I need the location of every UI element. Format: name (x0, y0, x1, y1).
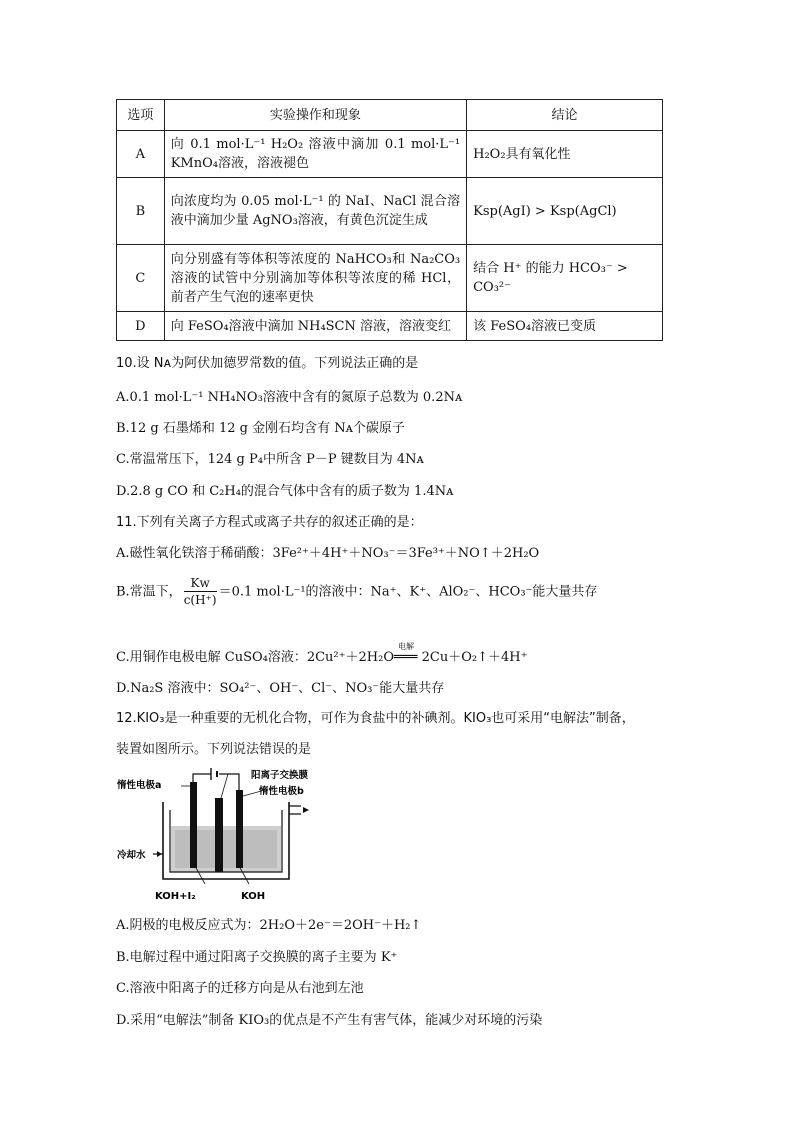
fraction-numerator: Kw (184, 576, 217, 592)
fraction-denominator: c(H⁺) (183, 593, 217, 607)
row-experiment: 向 FeSO₄溶液中滴加 NH₄SCN 溶液，溶液变红 (164, 312, 466, 341)
outlet-pipe (289, 806, 301, 814)
label-electrode-b: 惰性电极b (259, 786, 304, 797)
label-membrane: 阳离子交换膜 (251, 770, 309, 781)
row-experiment: 向 0.1 mol·L⁻¹ H₂O₂ 溶液中滴加 0.1 mol·L⁻¹ KMnO₄溶液，溶液褪色 (164, 131, 466, 178)
row-option: C (117, 245, 165, 312)
q11-option-c (116, 642, 528, 665)
kw-fraction (184, 576, 217, 608)
q11-c-suffix: 2Cu＋O₂↑＋4H⁺ (421, 650, 528, 665)
q12-stem-line1: 12.KIO₃是一种重要的无机化合物，可作为食盐中的补碘剂。KIO₃也可采用“电解法”制备， (116, 711, 635, 726)
q12-stem-line2: 装置如图所示。下列说法错误的是 (116, 742, 312, 757)
row-option: B (117, 178, 165, 245)
q11-c-prefix: C.用铜作电极电解 CuSO₄溶液：2Cu²⁺＋2H₂O (116, 650, 394, 665)
q11-option-a: A.磁性氧化铁溶于稀硝酸：3Fe²⁺＋4H⁺＋NO₃⁻＝3Fe³⁺＋NO↑＋2H₂O (116, 546, 540, 561)
electrode-b (236, 790, 243, 868)
header-experiment: 实验操作和现象 (164, 100, 466, 131)
label-right-solution: KOH (241, 891, 266, 902)
q12-option-a: A.阴极的电极反应式为：2H₂O＋2e⁻＝2OH⁻＋H₂↑ (116, 918, 422, 933)
q12-option-b: B.电解过程中通过阳离子交换膜的离子主要为 K⁺ (116, 950, 398, 965)
header-conclusion: 结论 (467, 100, 663, 131)
row-conclusion: H₂O₂具有氧化性 (467, 131, 663, 178)
leader-membrane (221, 774, 228, 798)
electrolysis-arrow (393, 642, 418, 665)
q12-option-c: C.溶液中阳离子的迁移方向是从右池到左池 (116, 981, 364, 996)
row-conclusion: 该 FeSO₄溶液已变质 (467, 312, 663, 341)
table-row (117, 131, 663, 178)
outlet-arrow-icon (303, 807, 309, 813)
experiment-table (116, 99, 663, 341)
electrolysis-apparatus-diagram (115, 766, 325, 906)
q11-option-b (116, 576, 597, 608)
row-option: A (117, 131, 165, 178)
row-conclusion: Ksp(AgI) > Ksp(AgCl) (467, 178, 663, 245)
q12-option-d: D.采用“电解法”制备 KIO₃的优点是不产生有害气体，能减少对环境的污染 (116, 1013, 543, 1028)
q11-b-suffix: ＝0.1 mol·L⁻¹的溶液中：Na⁺、K⁺、AlO₂⁻、HCO₃⁻能大量共存 (218, 584, 598, 600)
electrolysis-label: 电解 (397, 642, 414, 651)
q10-option-c: C.常温常压下，124 g P₄中所含 P－P 键数目为 4Nᴀ (116, 452, 424, 467)
cation-exchange-membrane (215, 798, 223, 872)
q10-option-a: A.0.1 mol·L⁻¹ NH₄NO₃溶液中含有的氮原子总数为 0.2Nᴀ (116, 390, 463, 405)
row-experiment: 向浓度均为 0.05 mol·L⁻¹ 的 NaI、NaCl 混合溶液中滴加少量 AgNO₃溶液，有黄色沉淀生成 (164, 178, 466, 245)
q10-stem: 10.设 Nᴀ为阿伏加德罗常数的值。下列说法正确的是 (116, 356, 419, 371)
inlet-arrow-icon (157, 851, 162, 857)
q10-option-d: D.2.8 g CO 和 C₂H₄的混合气体中含有的质子数为 1.4Nᴀ (116, 484, 454, 499)
header-option: 选项 (117, 100, 165, 131)
table-header-row (117, 100, 663, 131)
electrode-a (190, 782, 197, 868)
row-experiment: 向分别盛有等体积等浓度的 NaHCO₃和 Na₂CO₃溶液的试管中分别滴加等体积等浓度的稀 HCl，前者产生气泡的速率更快 (164, 245, 466, 312)
table-row (117, 312, 663, 341)
table-row (117, 178, 663, 245)
q11-option-d: D.Na₂S 溶液中：SO₄²⁻、OH⁻、Cl⁻、NO₃⁻能大量共存 (116, 681, 445, 696)
table-row (117, 245, 663, 312)
label-electrode-a: 惰性电极a (117, 780, 162, 791)
label-cooling-water: 冷却水 (117, 850, 146, 861)
q11-b-prefix: B.常温下， (116, 584, 182, 600)
row-conclusion: 结合 H⁺ 的能力 HCO₃⁻ > CO₃²⁻ (467, 245, 663, 312)
q11-stem: 11.下列有关离子方程式或离子共存的叙述正确的是： (116, 515, 423, 530)
equals-arrow: ═══ (393, 650, 418, 665)
q10-option-b: B.12 g 石墨烯和 12 g 金刚石均含有 Nᴀ个碳原子 (116, 421, 405, 436)
row-option: D (117, 312, 165, 341)
label-left-solution: KOH+I₂ (155, 891, 196, 902)
